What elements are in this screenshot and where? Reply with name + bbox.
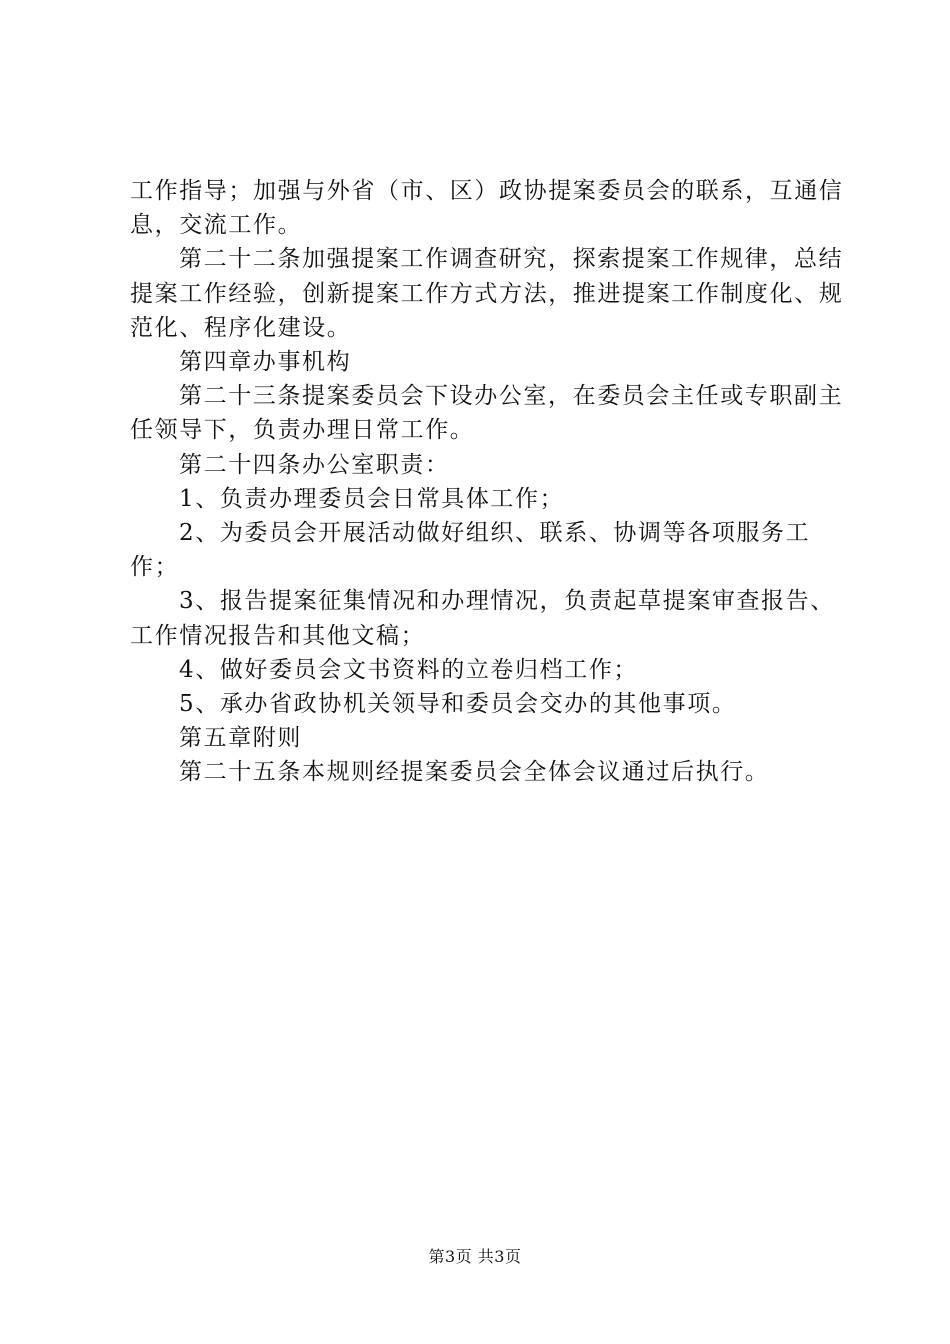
paragraph-continuation: 工作指导；加强与外省（市、区）政协提案委员会的联系，互通信息，交流工作。 — [130, 178, 844, 239]
duty-item-5: 5、承办省政协机关领导和委员会交办的其他事项。 — [179, 691, 737, 718]
article-24: 第二十四条办公室职责： — [179, 451, 450, 478]
duty-item-2: 2、为委员会开展活动做好组织、联系、协调等各项服务工作； — [130, 520, 811, 581]
article-22: 第二十二条加强提案工作调查研究，探索提案工作规律，总结提案工作经验，创新提案工作方式方法，推进提案工作制度化、规范化、程序化建设。 — [130, 246, 844, 341]
page-number-footer: 第3页 共3页 — [428, 1247, 522, 1266]
document-body — [130, 174, 850, 790]
chapter-4-heading: 第四章办事机构 — [179, 349, 352, 376]
duty-item-4: 4、做好委员会文书资料的立卷归档工作； — [179, 656, 639, 683]
duty-item-1: 1、负责办理委员会日常具体工作； — [179, 485, 565, 512]
chapter-5-heading: 第五章附则 — [179, 725, 302, 752]
article-23: 第二十三条提案委员会下设办公室，在委员会主任或专职副主任领导下，负责办理日常工作。 — [130, 383, 844, 444]
article-25: 第二十五条本规则经提案委员会全体会议通过后执行。 — [179, 759, 770, 786]
duty-item-3: 3、报告提案征集情况和办理情况，负责起草提案审查报告、工作情况报告和其他文稿； — [130, 588, 835, 649]
